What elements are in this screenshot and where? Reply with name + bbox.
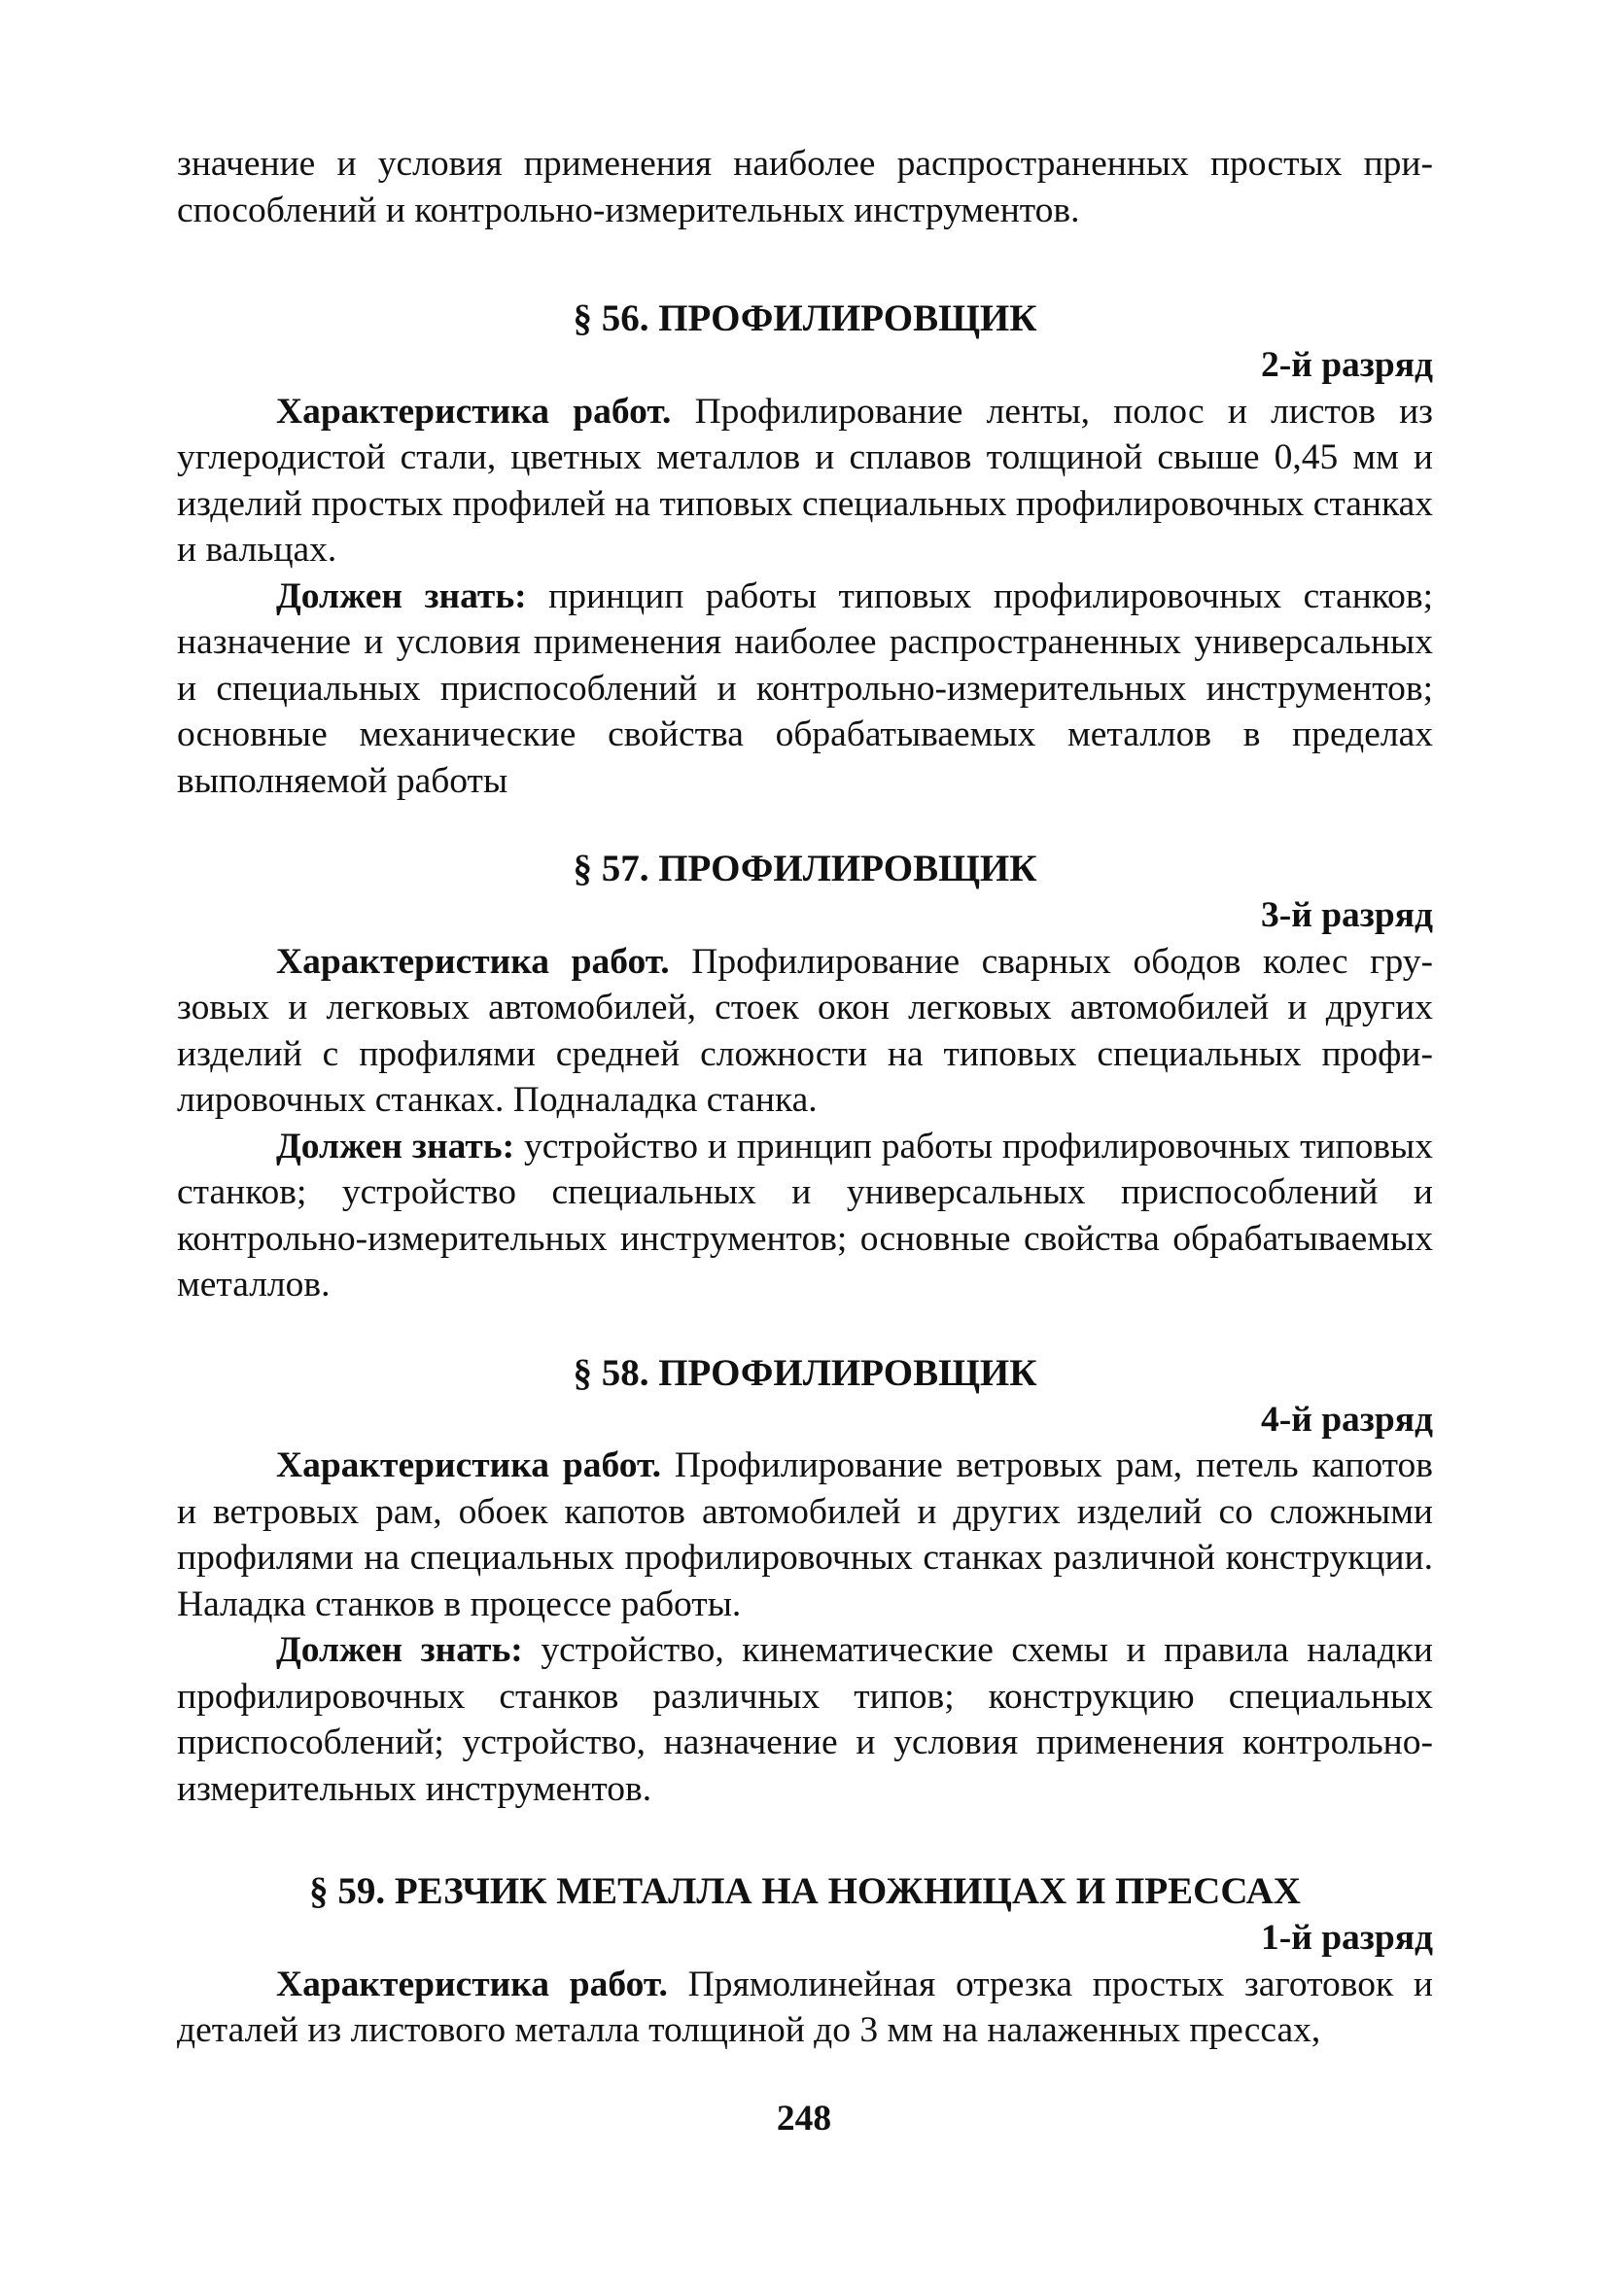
work-label: Характеристика работ. <box>276 941 670 982</box>
section-57 <box>177 846 1433 1308</box>
grade-label: 4-й разряд <box>1260 1399 1433 1440</box>
section-58 <box>177 1350 1433 1813</box>
know-label: Должен знать: <box>276 1126 515 1166</box>
know-label: Должен знать: <box>276 1630 523 1670</box>
work-text: Профилирование ветровых рам, петель капотов и ветровых рам, обоек капотов автомобилей и других изделий со сложными профилями на специальных профилировочных станках различной конструкции. Наладка станков в процессе работы. <box>177 1445 1433 1624</box>
work-text: Профилирование сварных ободов колес грузовых и легковых автомобилей, стоек окон легковых автомобилей и других изделий с профилями средней сложности на типовых специальных профилировочных станках. Подналадка станка. <box>177 941 1434 1120</box>
knowledge-requirements <box>177 1124 1433 1308</box>
work-label: Характеристика работ. <box>276 1964 668 2004</box>
section-59 <box>177 1868 1433 2054</box>
grade-label: 1-й разряд <box>1260 1918 1433 1958</box>
work-label: Характеристика работ. <box>276 1445 662 1485</box>
know-label: Должен знать: <box>276 575 527 616</box>
intro-paragraph: значение и условия применения наиболее распространенных простых приспособлений и контрольно-измерительных инструментов. <box>177 144 1433 230</box>
work-label: Характеристика работ. <box>276 391 672 432</box>
section-title: § 56. ПРОФИЛИРОВЩИК <box>573 297 1037 339</box>
grade-label: 3-й разряд <box>1260 895 1433 935</box>
knowledge-requirements <box>177 574 1433 805</box>
know-text: принцип работы типовых профилировочных станков; назначение и условия применения наиболее распространенных универсальных и специальных приспособлений и контрольно-измерительных инструментов; основные механические свойства обрабатываемых металлов в пределах выполняемой работы <box>177 575 1433 801</box>
page-number: 248 <box>776 2099 832 2139</box>
document-page <box>177 141 1433 2054</box>
know-text: устройство, кинематические схемы и правила наладки профилировочных станков различных типов; конструкцию специальных приспособлений; устройство, назначение и условия применения контрольно-измерительных инструментов. <box>177 1630 1433 1809</box>
section-title: § 58. ПРОФИЛИРОВЩИК <box>573 1351 1037 1394</box>
work-description <box>177 1962 1433 2054</box>
work-text: Профилирование ленты, полос и листов из углеродистой стали, цветных металлов и сплавов толщиной свыше 0,45 мм и изделий простых профилей на типовых специальных профилировочных станках и вальцах. <box>177 391 1433 570</box>
section-title: § 57. ПРОФИЛИРОВЩИК <box>573 848 1037 889</box>
work-text: Прямолинейная отрезка простых заготовок и деталей из листового металла толщиной до 3 мм на налаженных прессах, <box>177 1964 1433 2050</box>
section-56 <box>177 296 1433 804</box>
knowledge-requirements <box>177 1627 1433 1812</box>
grade-label: 2-й разряд <box>1260 345 1433 385</box>
work-description <box>177 1443 1433 1627</box>
know-text: устройство и принцип работы профилировочных типовых станков; устройство специальных и универсальных приспособлений и контрольно-измерительных инструментов; основные свойства обрабатываемых металлов. <box>177 1126 1433 1305</box>
section-title: § 59. РЕЗЧИК МЕТАЛЛА НА НОЖНИЦАХ И ПРЕССАХ <box>309 1870 1301 1912</box>
work-description <box>177 389 1433 574</box>
work-description <box>177 939 1433 1124</box>
